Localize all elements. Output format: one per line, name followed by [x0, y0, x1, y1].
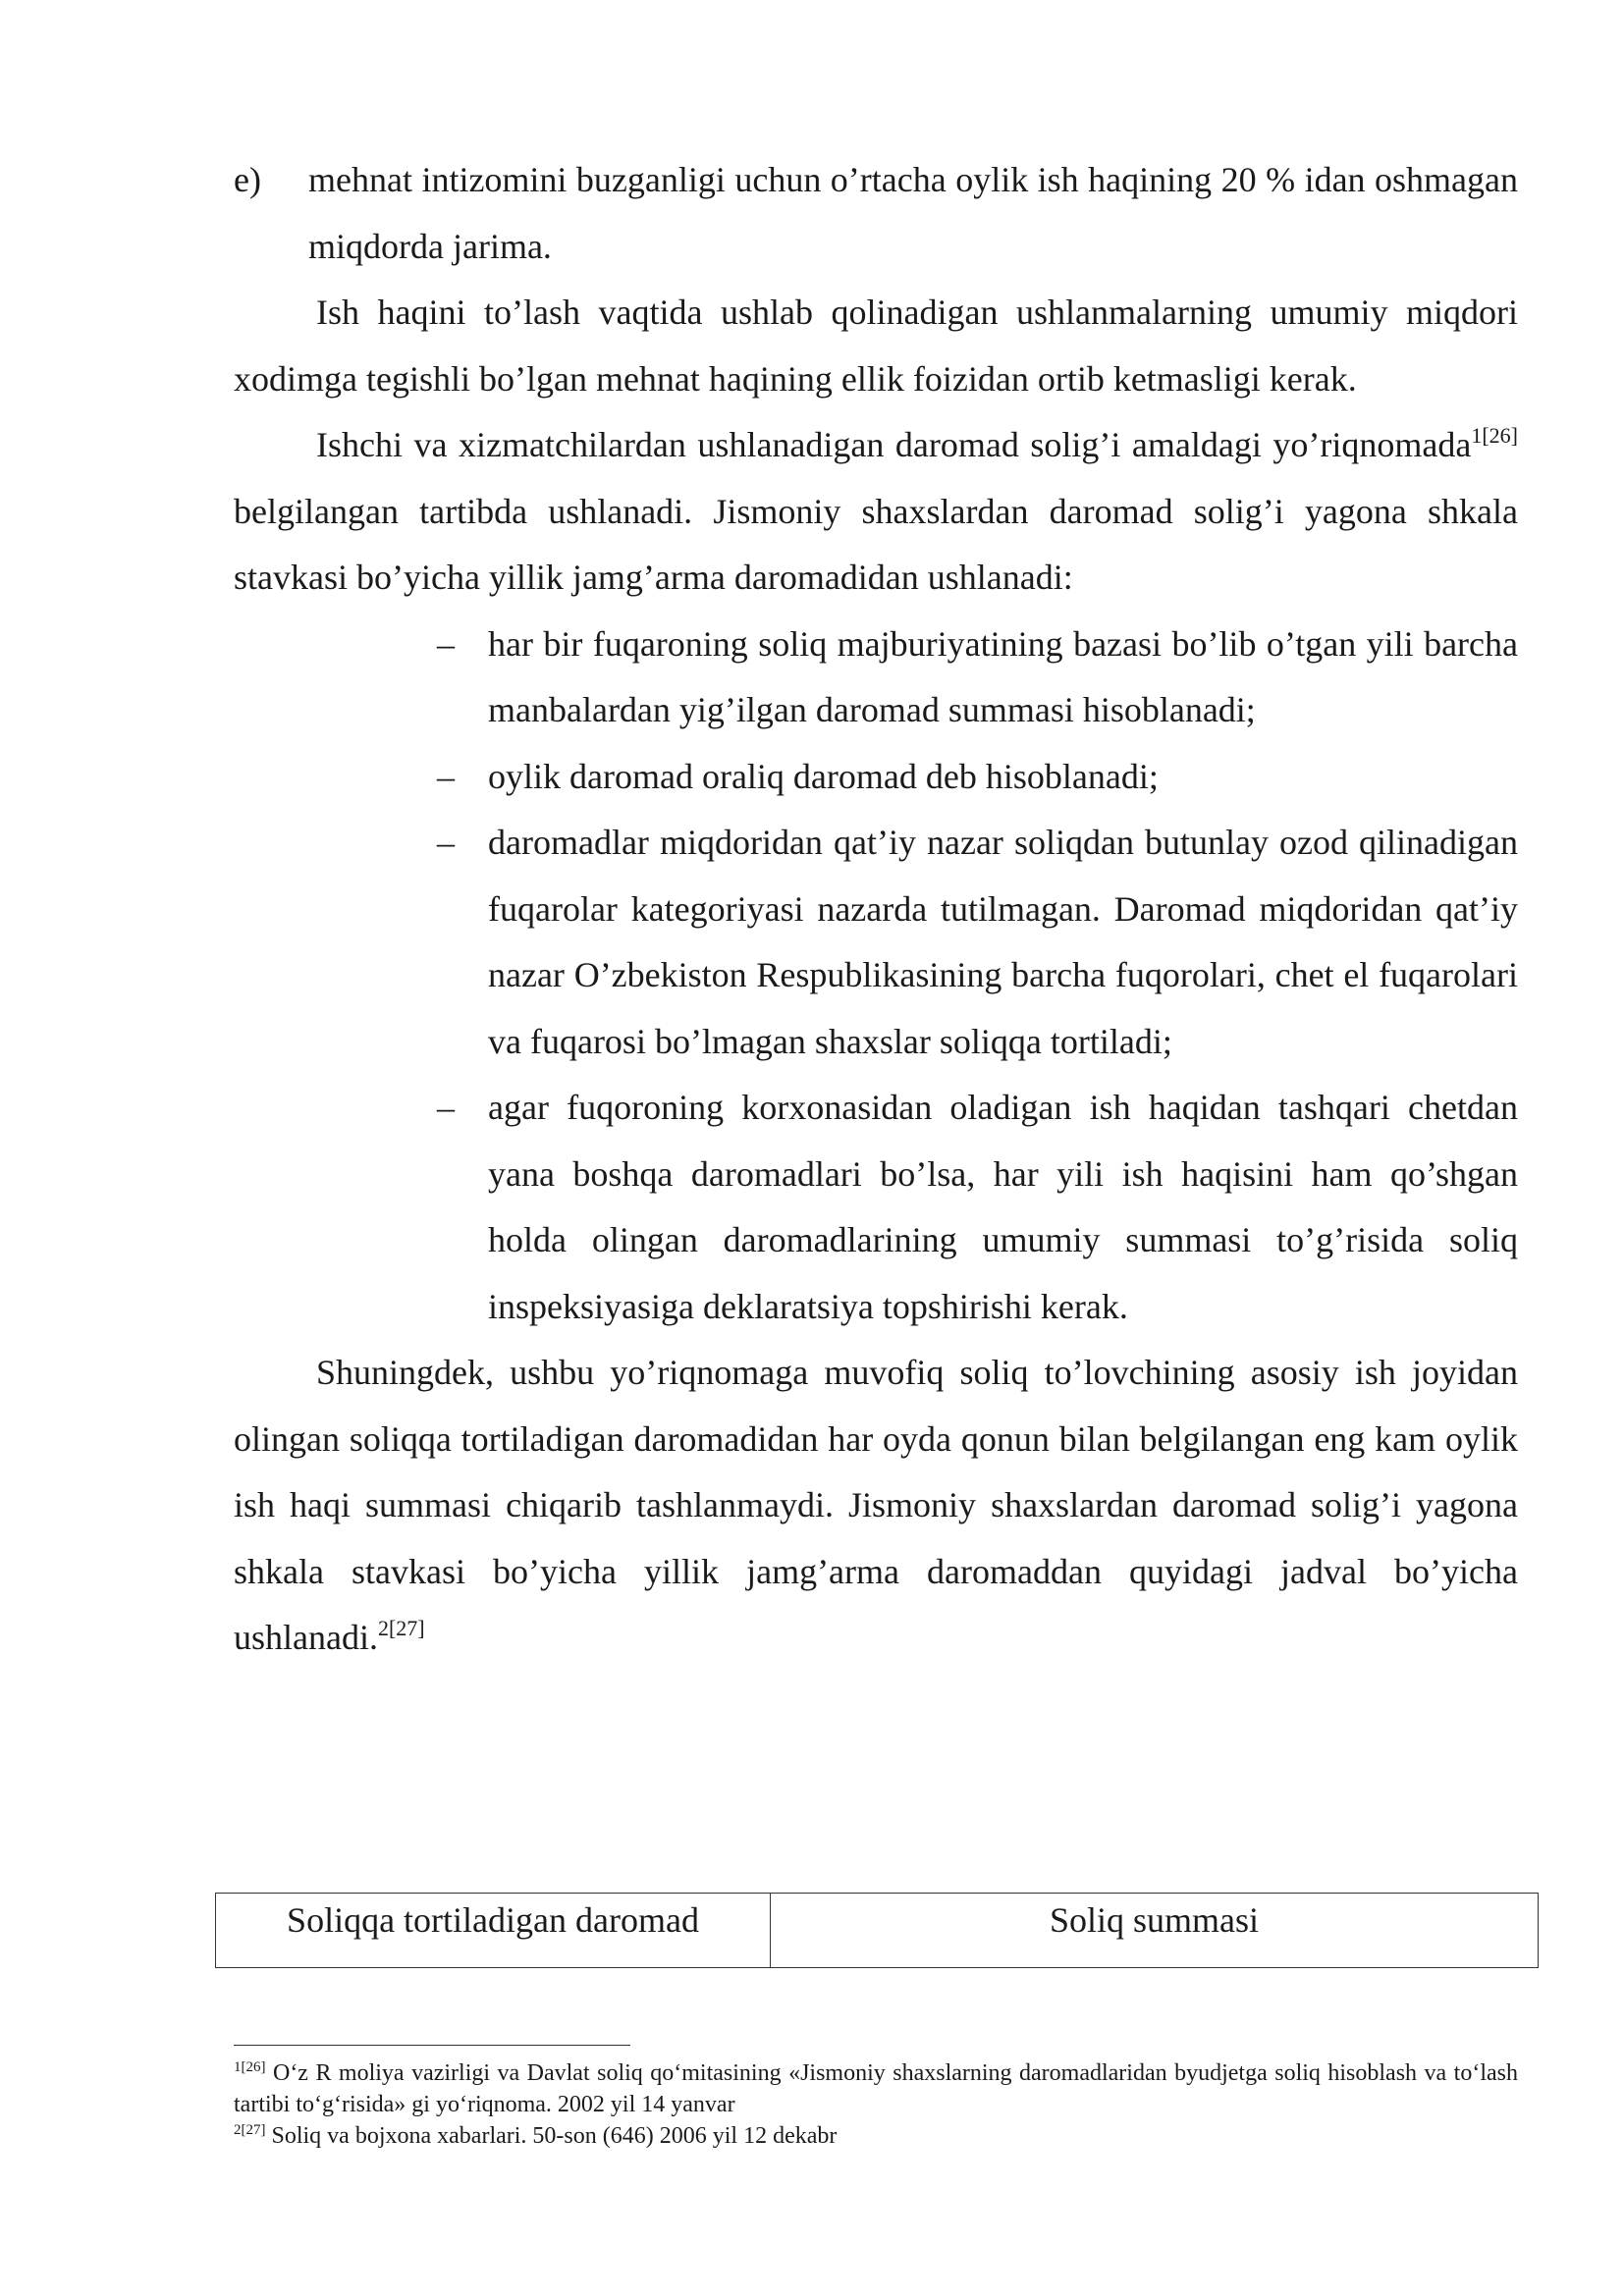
dash-marker: –	[437, 823, 455, 862]
footnote-number: 2[27]	[234, 2122, 266, 2138]
paragraph-deductions-limit: Ish haqini to’lash vaqtida ushlab qolinadigan ushlanmalarning umumiy miqdori xodimga tegishli bo’lgan mehnat haqining ellik foizidan ortib ketmasligi kerak.	[234, 293, 1518, 399]
table-header-taxable-income: Soliqqa tortiladigan daromad	[216, 1894, 771, 1968]
list-item	[437, 1075, 1518, 1340]
paragraph-text: Ishchi va xizmatchilardan ushlanadigan daromad solig’i amaldagi yo’riqnomada	[316, 425, 1472, 464]
dash-list	[234, 612, 1518, 1341]
item-text: mehnat intizomini buzganligi uchun o’rtacha oylik ish haqining 20 % idan oshmagan miqdorda jarima.	[308, 160, 1518, 266]
dash-marker: –	[437, 756, 455, 796]
paragraph-minimum-wage	[234, 1340, 1518, 1672]
dash-marker: –	[437, 623, 455, 664]
paragraph-text: belgilangan tartibda ushlanadi. Jismoniy shaxslardan daromad solig’i yagona shkala stavkasi bo’yicha yillik jamg’arma daromadidan ushlanadi:	[234, 491, 1518, 597]
footnote-text: O‘z R moliya vazirligi va Davlat soliq qo‘mitasining «Jismoniy shaxslarning daromadlaridan byudjetga soliq hisoblash va to‘lash tartibi to‘g‘risida» gi yo‘riqnoma. 2002 yil 14 yanvar	[234, 2060, 1518, 2117]
dash-marker: –	[437, 1088, 455, 1127]
list-item-text: har bir fuqaroning soliq majburiyatining bazasi bo’lib o’tgan yili barcha manbalardan yig’ilgan daromad summasi hisoblanadi;	[488, 623, 1518, 729]
footnote-1	[234, 2057, 1518, 2120]
footnote-text: Soliq va bojxona xabarlari. 50-son (646) 2006 yil 12 dekabr	[265, 2123, 838, 2149]
paragraph-income-tax	[234, 412, 1518, 612]
list-item-text: daromadlar miqdoridan qat’iy nazar soliqdan butunlay ozod qilinadigan fuqarolar kategoriyasi nazarda tutilmagan. Daromad miqdoridan qat’iy nazar O’zbekiston Respublikasining barcha fuqorolari, chet el fuqarolari va fuqarosi bo’lmagan shaxslar soliqqa tortiladi;	[488, 823, 1518, 1061]
footnote-separator	[234, 2045, 630, 2046]
list-item	[437, 810, 1518, 1075]
list-item-text: agar fuqoroning korxonasidan oladigan ish haqidan tashqari chetdan yana boshqa daromadlari bo’lsa, har yili ish haqisini ham qo’shgan holda olingan daromadlarining umumiy summasi to’g’risida soliq inspeksiyasiga deklaratsiya topshirishi kerak.	[488, 1088, 1518, 1326]
footnote-2	[234, 2120, 1518, 2152]
list-item	[437, 744, 1518, 811]
footnote-ref[interactable]: 2[27]	[377, 1616, 425, 1640]
tax-table	[215, 1893, 1539, 1968]
list-item	[437, 612, 1518, 744]
footnote-number: 1[26]	[234, 2059, 266, 2075]
table-header-tax-amount: Soliq summasi	[771, 1894, 1539, 1968]
footnote-ref[interactable]: 1[26]	[1471, 423, 1518, 448]
item-marker: e)	[234, 160, 261, 199]
list-item-text: oylik daromad oraliq daromad deb hisoblanadi;	[488, 756, 1159, 796]
paragraph-text: Shuningdek, ushbu yo’riqnomaga muvofiq soliq to’lovchining asosiy ish joyidan olingan soliqqa tortiladigan daromadidan har oyda qonun bilan belgilangan eng kam oylik ish haqi summasi chiqarib tashlanmaydi. Jismoniy shaxslardan daromad solig’i yagona shkala stavkasi bo’yicha yillik jamg’arma daromaddan quyidagi jadval bo’yicha ushlanadi.	[234, 1353, 1518, 1657]
table-header-row	[216, 1894, 1539, 1968]
list-item-e	[234, 147, 1518, 280]
body-text	[234, 147, 1518, 1672]
footnotes	[234, 2057, 1518, 2152]
